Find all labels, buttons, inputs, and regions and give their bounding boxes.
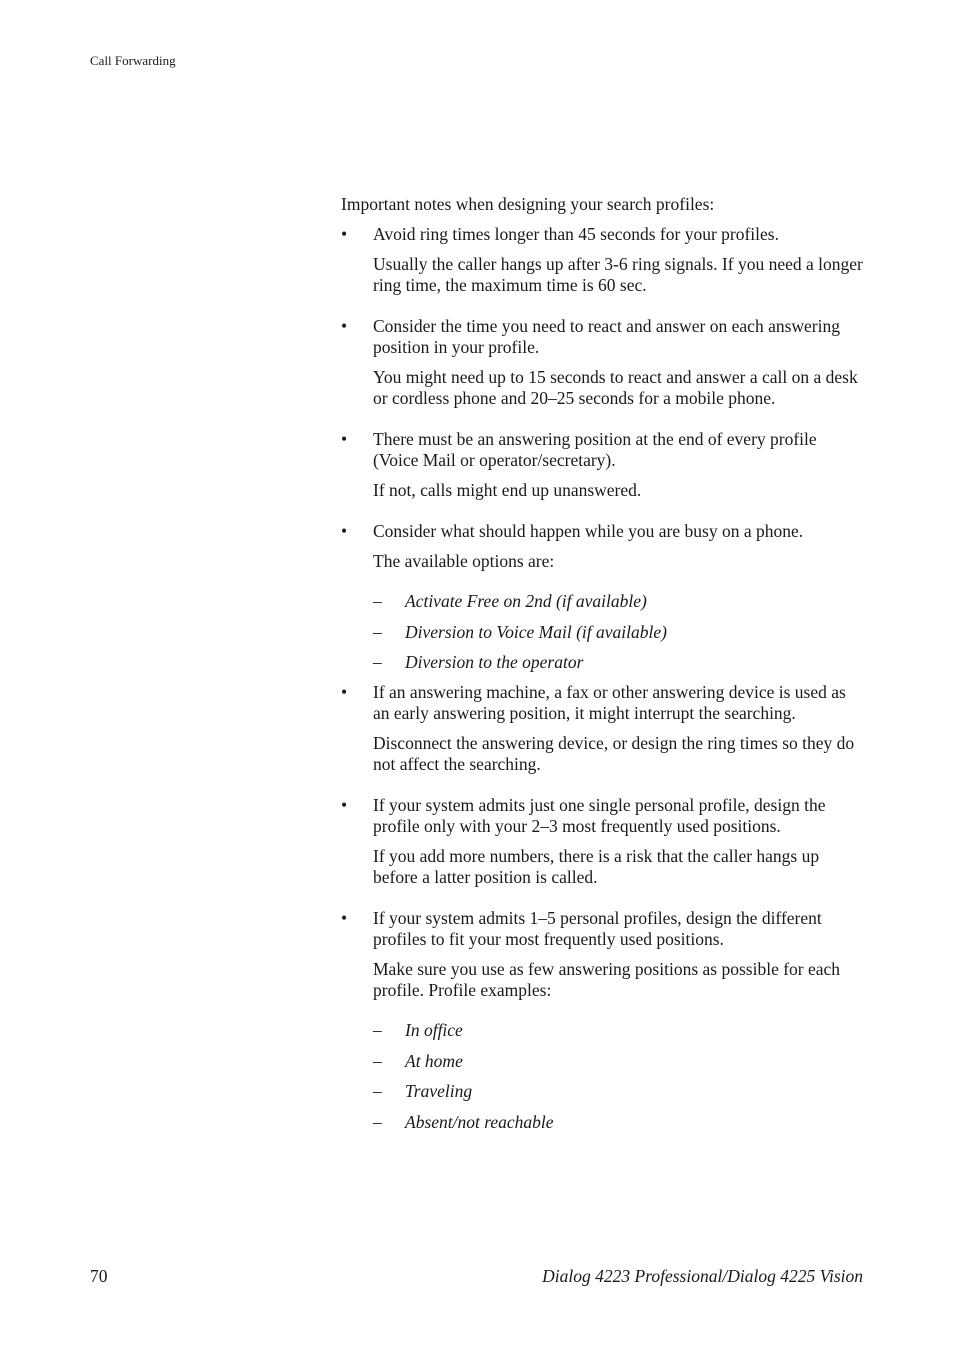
bullet-item bbox=[341, 224, 863, 296]
option-text: Traveling bbox=[405, 1081, 473, 1101]
option-item bbox=[373, 652, 863, 673]
bullet-marker: • bbox=[341, 682, 348, 702]
bullet-item bbox=[341, 521, 863, 673]
option-text: Diversion to the operator bbox=[405, 652, 584, 672]
bullet-note: If you add more numbers, there is a risk that the caller hangs up before a latter position is called. bbox=[373, 846, 820, 887]
option-item bbox=[373, 1051, 863, 1072]
bullet-text: If an answering machine, a fax or other answering device is used as an early answering position, it might interrupt the searching. bbox=[373, 682, 846, 723]
bullet-item bbox=[341, 316, 863, 409]
option-item bbox=[373, 1081, 863, 1102]
bullet-note: Usually the caller hangs up after 3-6 ring signals. If you need a longer ring time, the maximum time is 60 sec. bbox=[373, 254, 863, 295]
option-text: In office bbox=[405, 1020, 463, 1040]
option-text: Absent/not reachable bbox=[405, 1111, 554, 1132]
bullet-marker: • bbox=[341, 521, 348, 541]
page-number: 70 bbox=[90, 1266, 108, 1286]
option-item bbox=[373, 622, 863, 643]
dash-marker: – bbox=[373, 652, 382, 672]
bullet-note: If not, calls might end up unanswered. bbox=[373, 480, 642, 500]
bullet-text: Avoid ring times longer than 45 seconds for your profiles. bbox=[373, 224, 779, 244]
profile-examples-list bbox=[373, 1020, 863, 1133]
bullet-note: Make sure you use as few answering positions as possible for each profile. Profile examples: bbox=[373, 959, 841, 1000]
bullet-marker: • bbox=[341, 316, 348, 336]
options-list bbox=[373, 591, 863, 673]
option-text: Activate Free on 2nd (if available) bbox=[405, 591, 647, 611]
option-item bbox=[373, 1020, 863, 1041]
bullet-marker: • bbox=[341, 908, 348, 928]
bullet-note: The available options are: bbox=[373, 551, 555, 571]
bullet-marker: • bbox=[341, 224, 348, 244]
dash-marker: – bbox=[373, 1050, 382, 1071]
bullet-marker: • bbox=[341, 429, 348, 449]
bullet-item bbox=[341, 795, 863, 888]
main-content bbox=[341, 194, 863, 1133]
dash-marker: – bbox=[373, 1081, 382, 1101]
option-item bbox=[373, 591, 863, 612]
intro-text: Important notes when designing your search profiles: bbox=[341, 194, 715, 214]
bullet-item bbox=[341, 908, 863, 1133]
bullet-text: If your system admits just one single personal profile, design the profile only with your 2–3 most frequently used positions. bbox=[373, 795, 826, 836]
bullet-text: If your system admits 1–5 personal profiles, design the different profiles to fit your most frequently used positions. bbox=[373, 908, 822, 949]
dash-marker: – bbox=[373, 591, 382, 611]
bullet-marker: • bbox=[341, 795, 348, 815]
bullet-note: Disconnect the answering device, or design the ring times so they do not affect the searching. bbox=[373, 733, 855, 774]
bullet-text: Consider the time you need to react and answer on each answering position in your profile. bbox=[373, 316, 840, 357]
option-text: At home bbox=[405, 1050, 463, 1071]
dash-marker: – bbox=[373, 1111, 382, 1132]
dash-marker: – bbox=[373, 621, 382, 642]
bullet-item bbox=[341, 429, 863, 501]
option-item bbox=[373, 1112, 863, 1133]
running-header: Call Forwarding bbox=[90, 53, 176, 68]
bullet-item bbox=[341, 682, 863, 775]
bullet-text: There must be an answering position at the end of every profile (Voice Mail or operator/secretary). bbox=[373, 429, 817, 470]
bullet-text: Consider what should happen while you are busy on a phone. bbox=[373, 521, 804, 541]
option-text: Diversion to Voice Mail (if available) bbox=[405, 621, 667, 642]
dash-marker: – bbox=[373, 1020, 382, 1040]
footer-title: Dialog 4223 Professional/Dialog 4225 Vision bbox=[542, 1266, 863, 1286]
bullet-note: You might need up to 15 seconds to react and answer a call on a desk or cordless phone and 20–25 seconds for a mobile phone. bbox=[373, 367, 858, 408]
